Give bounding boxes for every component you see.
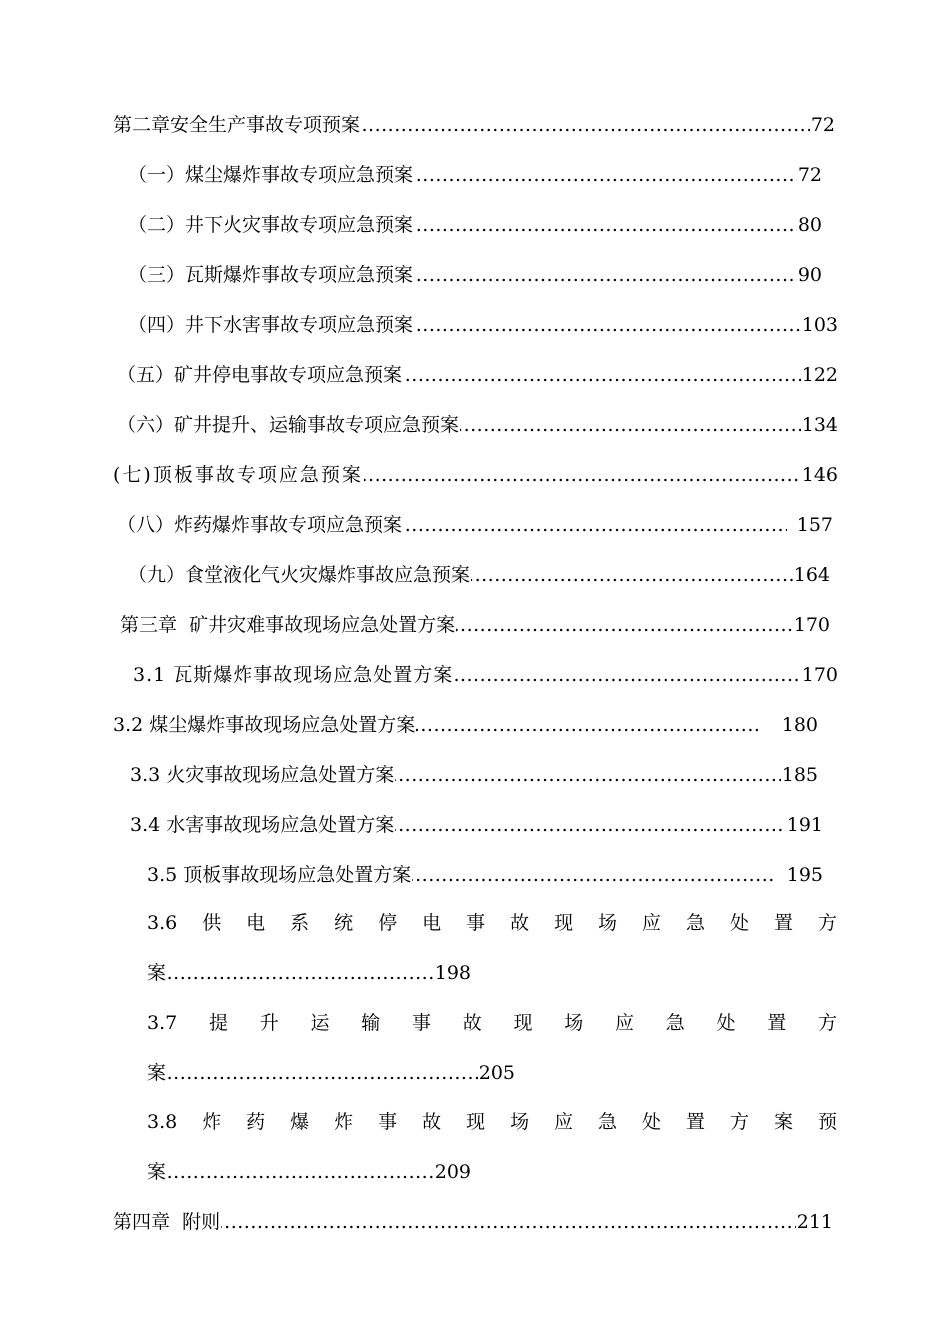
toc-entry-page: 80 bbox=[797, 210, 822, 240]
toc-entry-page: 180 bbox=[762, 710, 818, 740]
toc-entry-char: 3.6 bbox=[147, 912, 178, 934]
toc-entry-char: 方 bbox=[817, 1012, 837, 1034]
toc-entry-char: 场 bbox=[598, 912, 618, 934]
toc-entry-label: 3.2 煤尘爆炸事故现场应急处置方案 bbox=[113, 710, 416, 740]
toc-entry-label: 案 bbox=[147, 1058, 167, 1088]
toc-entry[interactable] bbox=[117, 510, 833, 540]
toc-entry-label: （六）矿井提升、运输事故专项应急预案 bbox=[117, 410, 460, 440]
toc-entry-char: 炸 bbox=[202, 1111, 222, 1133]
toc-entry-label: 3.3 火灾事故现场应急处置方案 bbox=[130, 760, 395, 790]
toc-entry-label: （五）矿井停电事故专项应急预案 bbox=[117, 360, 403, 390]
toc-entry-label: 3.5 顶板事故现场应急处置方案 bbox=[147, 860, 412, 890]
toc-entry-char: 电 bbox=[246, 912, 266, 934]
toc-entry-char: 现 bbox=[466, 1111, 486, 1133]
toc-entry-char: 场 bbox=[564, 1012, 584, 1034]
toc-entry-char: 故 bbox=[422, 1111, 442, 1133]
toc-entry-label: （二）井下火灾事故专项应急预案 bbox=[128, 210, 414, 240]
toc-entry-char: 升 bbox=[259, 1012, 279, 1034]
toc-entry-page: 72 bbox=[810, 110, 835, 140]
toc-entry-label: 案 bbox=[147, 958, 167, 988]
toc-entry[interactable] bbox=[147, 1157, 471, 1187]
toc-entry-page: 198 bbox=[434, 958, 471, 988]
toc-entry-char: 置 bbox=[767, 1012, 787, 1034]
toc-entry-char: 输 bbox=[361, 1012, 381, 1034]
toc-entry-label: 第二章安全生产事故专项预案 bbox=[113, 110, 361, 140]
toc-entry-page: 164 bbox=[793, 560, 830, 590]
toc-entry[interactable] bbox=[113, 710, 818, 740]
toc-entry[interactable] bbox=[113, 460, 838, 490]
toc-entry-page: 191 bbox=[786, 810, 823, 840]
toc-entry-page: 146 bbox=[801, 460, 838, 490]
toc-entry-page: 134 bbox=[801, 410, 838, 440]
toc-entry-char: 急 bbox=[665, 1012, 685, 1034]
toc-entry-page: 209 bbox=[434, 1157, 471, 1187]
toc-entry-label: （九）食堂液化气火灾爆炸事故应急预案 bbox=[128, 560, 471, 590]
toc-entry-char: 急 bbox=[686, 912, 706, 934]
toc-entry[interactable] bbox=[117, 360, 838, 390]
toc-entry-char: 爆 bbox=[290, 1111, 310, 1133]
toc-entry-char: 停 bbox=[378, 912, 398, 934]
toc-entry-page: 170 bbox=[793, 610, 830, 640]
toc-entry-char: 3.8 bbox=[147, 1111, 178, 1133]
toc-entry-page: 90 bbox=[797, 260, 822, 290]
toc-entry-char: 方 bbox=[730, 1111, 750, 1133]
toc-entry-char: 急 bbox=[598, 1111, 618, 1133]
toc-entry-label: 3.1 瓦斯爆炸事故现场应急处置方案 bbox=[133, 660, 454, 690]
toc-entry[interactable] bbox=[147, 860, 823, 890]
toc-entry-page: 122 bbox=[801, 360, 838, 390]
toc-entry-label: （四）井下水害事故专项应急预案 bbox=[128, 310, 414, 340]
toc-entry-char: 预 bbox=[817, 1111, 837, 1133]
toc-entry-page: 72 bbox=[797, 160, 822, 190]
toc-entry-label: 第三章 矿井灾难事故现场应急处置方案 bbox=[120, 610, 456, 640]
toc-entry-char: 统 bbox=[334, 912, 354, 934]
toc-entry-page: 157 bbox=[787, 510, 833, 540]
toc-entry-page: 205 bbox=[478, 1058, 515, 1088]
toc-entry[interactable] bbox=[117, 410, 838, 440]
toc-entry[interactable] bbox=[128, 210, 822, 240]
toc-entry[interactable] bbox=[113, 110, 835, 140]
toc-entry-char: 现 bbox=[554, 912, 574, 934]
toc-entry[interactable] bbox=[113, 1207, 833, 1237]
toc-entry-char: 场 bbox=[510, 1111, 530, 1133]
toc-entry-label: (七)顶板事故专项应急预案 bbox=[113, 460, 364, 490]
toc-entry-char: 置 bbox=[773, 912, 793, 934]
toc-entry[interactable] bbox=[128, 260, 822, 290]
toc-entry-char: 应 bbox=[554, 1111, 574, 1133]
toc-entry-char: 事 bbox=[466, 912, 486, 934]
toc-entry-page: 103 bbox=[801, 310, 838, 340]
toc-entry[interactable] bbox=[147, 1058, 515, 1088]
toc-entry-page: 211 bbox=[796, 1207, 833, 1237]
toc-entry[interactable] bbox=[133, 660, 838, 690]
toc-entry-label: （八）炸药爆炸事故专项应急预案 bbox=[117, 510, 403, 540]
toc-entry-char: 事 bbox=[411, 1012, 431, 1034]
toc-entry-page: 170 bbox=[801, 660, 838, 690]
toc-entry-char: 处 bbox=[716, 1012, 736, 1034]
toc-entry-label: 第四章 附则 bbox=[113, 1207, 221, 1237]
toc-entry-char: 药 bbox=[246, 1111, 266, 1133]
toc-entry-char: 方 bbox=[817, 912, 837, 934]
toc-entry[interactable] bbox=[128, 560, 830, 590]
toc-entry-char: 事 bbox=[378, 1111, 398, 1133]
toc-entry[interactable] bbox=[128, 310, 838, 340]
toc-entry-char: 置 bbox=[686, 1111, 706, 1133]
toc-entry-char: 处 bbox=[730, 912, 750, 934]
toc-entry[interactable] bbox=[147, 958, 471, 988]
toc-entry-spread-line[interactable] bbox=[147, 1107, 837, 1137]
toc-entry-char: 故 bbox=[510, 912, 530, 934]
toc-entry-spread-line[interactable] bbox=[147, 908, 837, 938]
toc-entry-label: 3.4 水害事故现场应急处置方案 bbox=[130, 810, 395, 840]
toc-entry-char: 电 bbox=[422, 912, 442, 934]
toc-entry-char: 炸 bbox=[334, 1111, 354, 1133]
toc-entry-char: 处 bbox=[642, 1111, 662, 1133]
toc-entry-char: 3.7 bbox=[147, 1012, 178, 1034]
toc-entry[interactable] bbox=[130, 810, 823, 840]
toc-entry-char: 现 bbox=[513, 1012, 533, 1034]
toc-entry[interactable] bbox=[120, 610, 830, 640]
toc-entry-char: 应 bbox=[614, 1012, 634, 1034]
toc-entry-label: （一）煤尘爆炸事故专项应急预案 bbox=[128, 160, 414, 190]
toc-entry-char: 提 bbox=[208, 1012, 228, 1034]
toc-entry-char: 案 bbox=[773, 1111, 793, 1133]
toc-entry-page: 195 bbox=[775, 860, 823, 890]
toc-entry-spread-line[interactable] bbox=[147, 1008, 837, 1038]
toc-entry-page: 185 bbox=[781, 760, 818, 790]
toc-entry-label: （三）瓦斯爆炸事故专项应急预案 bbox=[128, 260, 414, 290]
toc-entry-char: 故 bbox=[462, 1012, 482, 1034]
toc-entry-char: 系 bbox=[290, 912, 310, 934]
toc-entry-char: 运 bbox=[310, 1012, 330, 1034]
toc-entry[interactable] bbox=[128, 160, 822, 190]
toc-entry-char: 应 bbox=[642, 912, 662, 934]
toc-entry[interactable] bbox=[130, 760, 818, 790]
toc-entry-label: 案 bbox=[147, 1157, 167, 1187]
toc-entry-char: 供 bbox=[202, 912, 222, 934]
